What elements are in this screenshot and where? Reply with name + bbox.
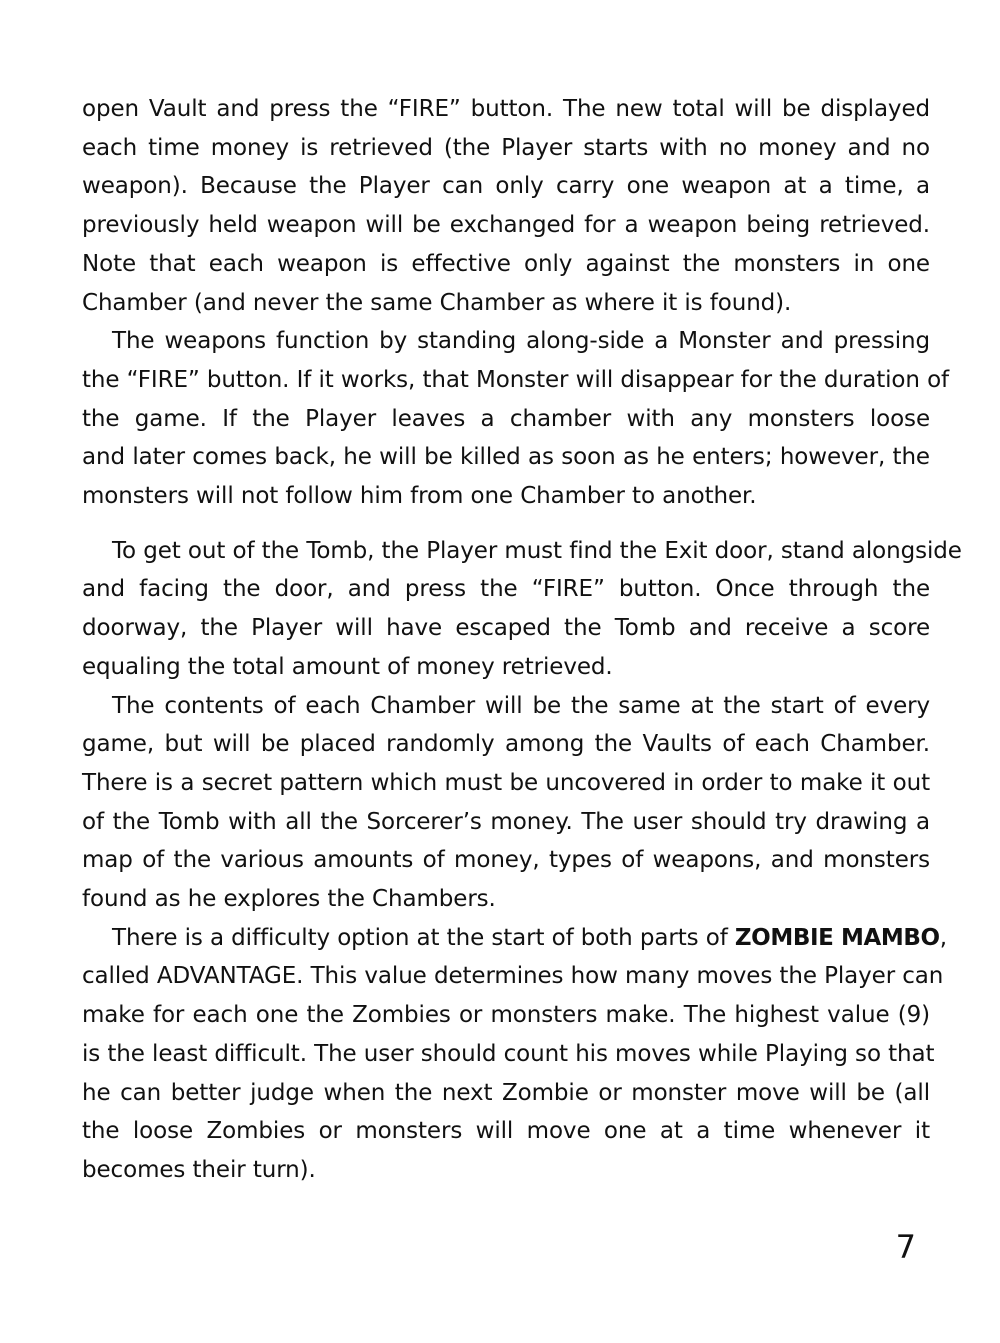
text-line: found as he explores the Chambers. (82, 886, 496, 913)
text-line: open Vault and press the “FIRE” button. The new total will be displayed (82, 96, 930, 122)
paragraph-chamber-contents (82, 687, 930, 919)
text-line: game, but will be placed randomly among the Vaults of each Chamber. (82, 731, 930, 758)
text-line: Chamber (and never the same Chamber as where it is found). (82, 289, 792, 316)
game-title: ZOMBIE MAMBO (734, 924, 940, 951)
paragraph-weapons (82, 322, 950, 516)
text-fragment: There is a difficulty option at the start of both parts of (112, 924, 735, 951)
paragraph-difficulty-option (82, 919, 947, 1190)
text-line: the loose Zombies or monsters will move one at a time whenever it (82, 1118, 930, 1145)
text-line: monsters will not follow him from one Chamber to another. (82, 483, 757, 510)
text-line: called ADVANTAGE. This value determines how many moves the Player can (82, 963, 944, 990)
text-fragment: , (939, 924, 947, 951)
text-line: To get out of the Tomb, the Player must find the Exit door, stand alongside (112, 537, 962, 564)
text-line: the “FIRE” button. If it works, that Monster will disappear for the duration of (82, 366, 950, 393)
text-line: Note that each weapon is effective only against the monsters in one (82, 250, 930, 277)
text-line: and later comes back, he will be killed as soon as he enters; however, the (82, 444, 930, 471)
paragraph-vault-money (82, 90, 930, 322)
text-line: the game. If the Player leaves a chamber with any monsters loose (82, 405, 930, 432)
paragraph-gap (82, 516, 930, 532)
body-text (82, 90, 962, 1190)
text-line: and facing the door, and press the “FIRE” button. Once through the (82, 576, 930, 603)
text-line: equaling the total amount of money retrieved. (82, 653, 613, 680)
paragraph-exit-tomb (82, 532, 962, 687)
text-line: doorway, the Player will have escaped the Tomb and receive a score (82, 615, 930, 642)
text-line: is the least difficult. The user should count his moves while Playing so that (82, 1040, 935, 1067)
text-line: weapon). Because the Player can only carry one weapon at a time, a (82, 173, 930, 200)
text-line: make for each one the Zombies or monsters make. The highest value (9) (82, 1002, 930, 1029)
text-line (82, 919, 947, 958)
text-line: becomes their turn). (82, 1156, 316, 1183)
text-line: each time money is retrieved (the Player starts with no money and no (82, 134, 930, 161)
text-line: The weapons function by standing along-side a Monster and pressing (112, 328, 930, 355)
page-number: 7 (895, 1228, 916, 1266)
text-line: There is a secret pattern which must be uncovered in order to make it out (82, 769, 930, 796)
text-line: The contents of each Chamber will be the same at the start of every (112, 692, 930, 719)
text-line: of the Tomb with all the Sorcerer’s money. The user should try drawing a (82, 808, 930, 835)
text-line: he can better judge when the next Zombie or monster move will be (all (82, 1079, 930, 1106)
text-line: previously held weapon will be exchanged for a weapon being retrieved. (82, 212, 930, 239)
text-line: map of the various amounts of money, types of weapons, and monsters (82, 847, 930, 874)
